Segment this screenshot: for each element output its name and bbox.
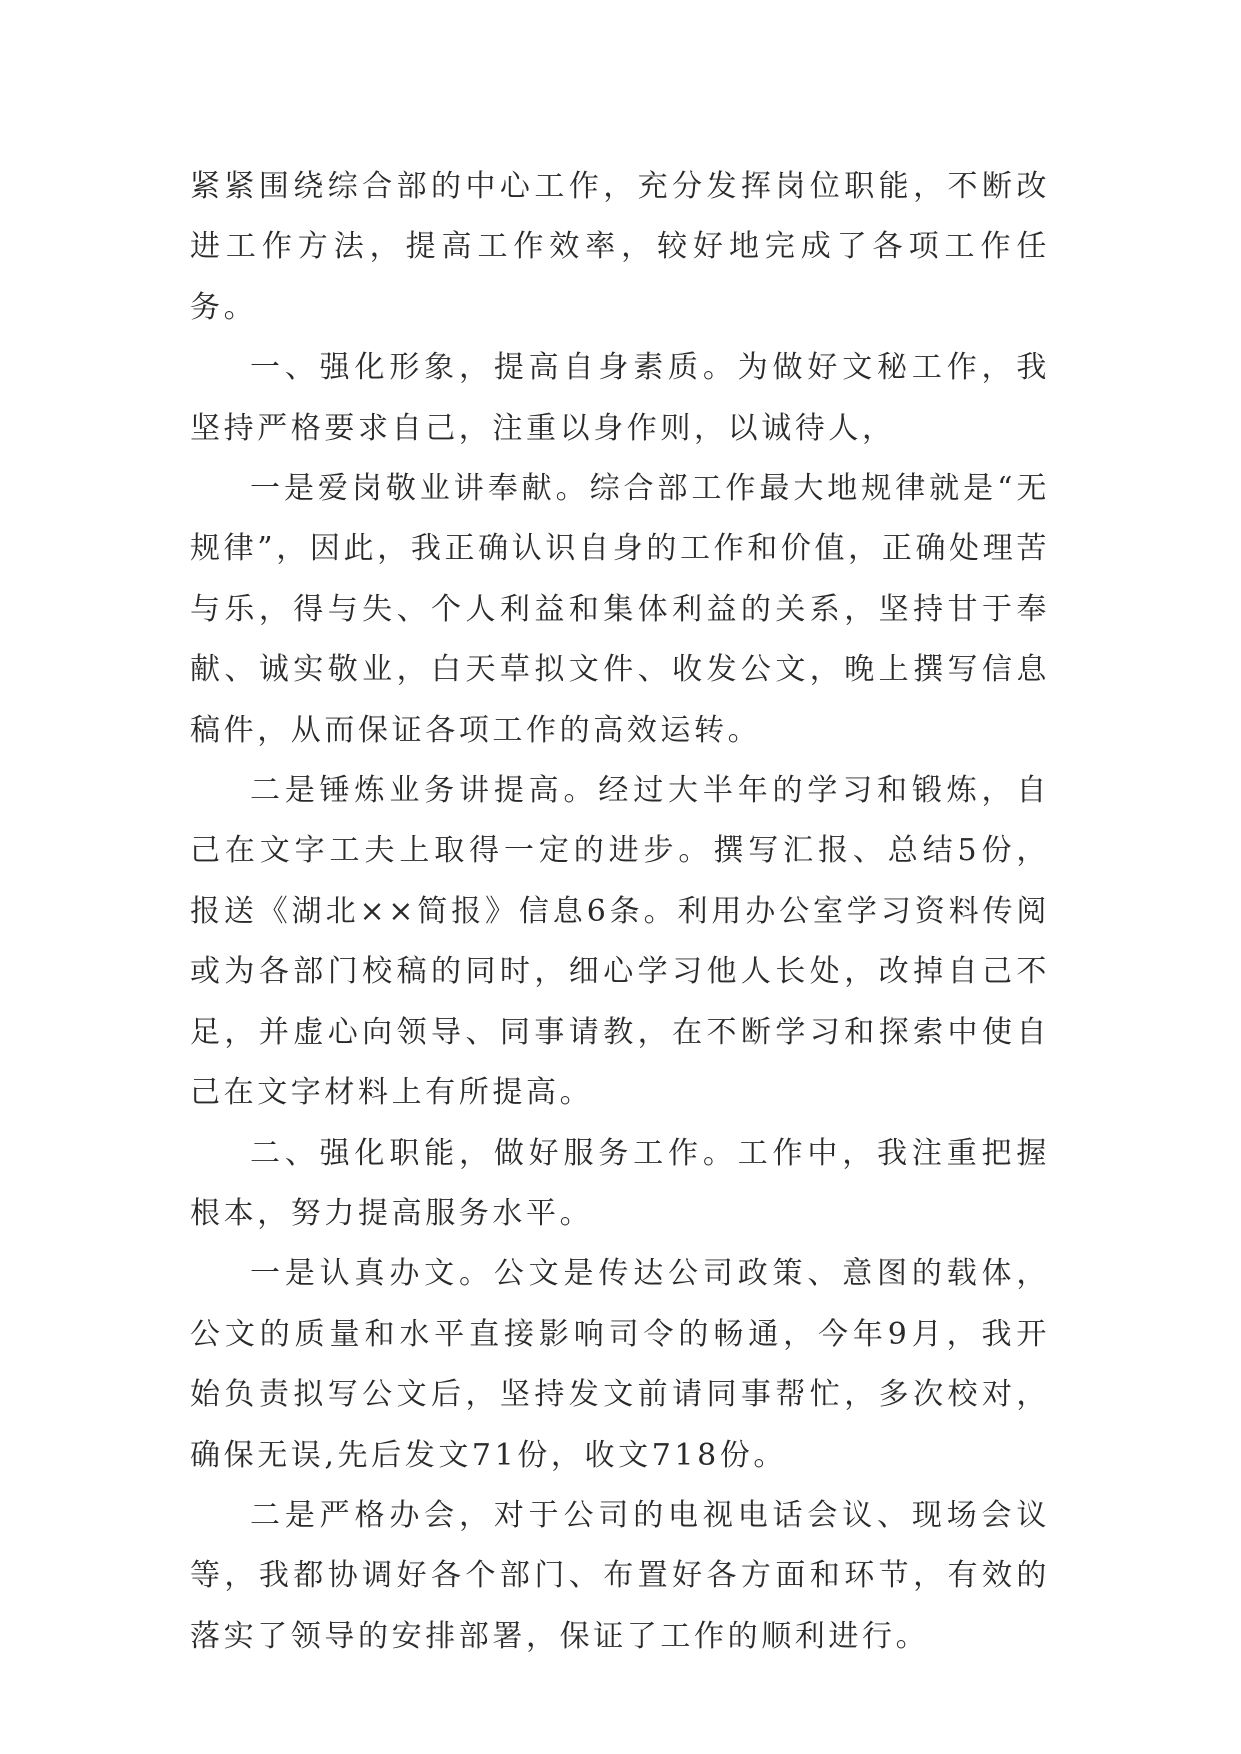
document-body bbox=[190, 157, 1050, 1667]
paragraph-skill-training: 二是锤炼业务讲提高。经过大半年的学习和锻炼，自己在文字工夫上取得一定的进步。撰写汇报、总结5份，报送《湖北××简报》信息6条。利用办公室学习资料传阅或为各部门校稿的同时，细心学习他人长处，改掉自己不足，并虚心向领导、同事请教，在不断学习和探索中使自己在文字材料上有所提高。 bbox=[190, 773, 1050, 1111]
paragraph-meeting-handling: 二是严格办会，对于公司的电视电话会议、现场会议等，我都协调好各个部门、布置好各方面和环节，有效的落实了领导的安排部署，保证了工作的顺利进行。 bbox=[190, 1497, 1050, 1654]
paragraph-intro: 紧紧围绕综合部的中心工作，充分发挥岗位职能，不断改进工作方法，提高工作效率，较好地完成了各项工作任务。 bbox=[190, 169, 1050, 325]
paragraph-document-handling: 一是认真办文。公文是传达公司政策、意图的载体，公文的质量和水平直接影响司令的畅通，今年9月，我开始负责拟写公文后，坚持发文前请同事帮忙，多次校对，确保无误,先后发文71份，收文718份。 bbox=[190, 1256, 1050, 1473]
paragraph-section-one: 一、强化形象，提高自身素质。为做好文秘工作，我坚持严格要求自己，注重以身作则，以诚待人， bbox=[190, 350, 1050, 446]
paragraph-dedication: 一是爱岗敬业讲奉献。综合部工作最大地规律就是“无规律”，因此，我正确认识自身的工作和价值，正确处理苦与乐，得与失、个人利益和集体利益的关系，坚持甘于奉献、诚实敬业，白天草拟文件、收发公文，晚上撰写信息稿件，从而保证各项工作的高效运转。 bbox=[190, 471, 1050, 748]
paragraph-section-two: 二、强化职能，做好服务工作。工作中，我注重把握根本，努力提高服务水平。 bbox=[190, 1135, 1050, 1231]
